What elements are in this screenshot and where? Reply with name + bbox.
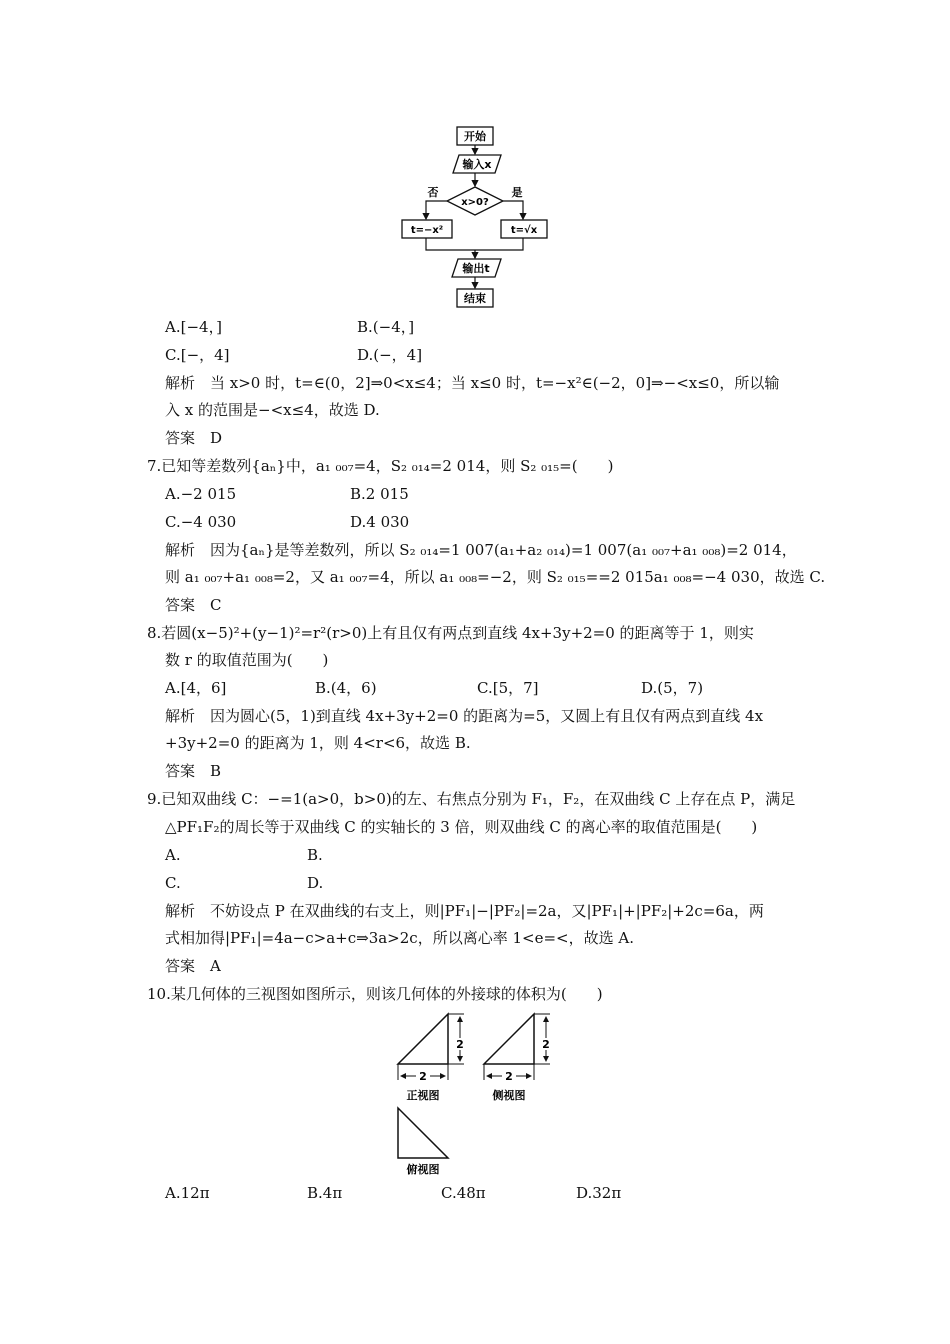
q7-analysis-line1: 解析 因为{aₙ}是等差数列，所以 S₂ ₀₁₄=1 007(a₁+a₂ ₀₁₄)=1 007(a₁ ₀₀₇+a₁ ₀₀₈)=2 014， (165, 541, 797, 559)
q8-analysis-line2: +3y+2=0 的距离为 1，则 4<r<6，故选 B. (165, 734, 471, 752)
side-width-label: 2 (505, 1070, 513, 1083)
q7-option-b: B.2 015 (350, 485, 409, 503)
input-label: 输入x (462, 158, 492, 171)
q6-analysis-line1: 解析 当 x>0 时，t=∈(0，2]⇒0<x≤4；当 x≤0 时，t=−x²∈(−2，0]⇒−<x≤0，所以输 (165, 374, 780, 392)
end-label: 结束 (464, 292, 486, 305)
right-assign-label: t=√x (510, 225, 538, 236)
q6-answer: 答案 D (165, 429, 223, 447)
front-width-label: 2 (419, 1070, 427, 1083)
q9-analysis-line1: 解析 不妨设点 P 在双曲线的右支上，则|PF₁|−|PF₂|=2a，又|PF₁|+|PF₂|+2c=6a，两 (165, 902, 764, 920)
start-label: 开始 (464, 130, 486, 143)
q6-option-b: B.(−4，] (357, 318, 415, 336)
q7-option-c: C.−4 030 (165, 513, 237, 531)
front-view-shape (398, 1014, 448, 1064)
q10-option-c: C.48π (441, 1184, 486, 1202)
q9-option-b: B. (307, 846, 323, 864)
front-view-label: 正视图 (406, 1089, 440, 1102)
side-height-label: 2 (542, 1038, 550, 1051)
q6-analysis-line2: 入 x 的范围是−<x≤4，故选 D. (165, 401, 380, 419)
q9-option-d: D. (307, 874, 324, 892)
left-assign-label: t=−x² (410, 225, 444, 236)
q10-option-a: A.12π (165, 1184, 210, 1202)
q8-analysis-line1: 解析 因为圆心(5，1)到直线 4x+3y+2=0 的距离为=5，又圆上有且仅有两点到直线 4x (165, 707, 764, 725)
q7-stem: 7.已知等差数列{aₙ}中，a₁ ₀₀₇=4，S₂ ₀₁₄=2 014，则 S₂ ₀₁₅=( ) (147, 457, 614, 475)
flowchart (395, 120, 555, 315)
yes-label: 是 (511, 186, 523, 199)
q8-stem-line2: 数 r 的取值范围为( ) (165, 651, 329, 669)
q8-option-c: C.[5，7] (477, 679, 539, 697)
top-view-shape (398, 1108, 448, 1158)
output-label: 输出t (462, 262, 490, 275)
q9-analysis-line2: 式相加得|PF₁|=4a−c>a+c⇒3a>2c，所以离心率 1<e=<，故选 A. (165, 929, 634, 947)
q6-option-a: A.[−4，] (165, 318, 222, 336)
q9-option-a: A. (165, 846, 181, 864)
q8-option-a: A.[4，6] (165, 679, 227, 697)
side-view-shape (484, 1014, 534, 1064)
three-view-diagram (392, 1008, 564, 1178)
q9-answer: 答案 A (165, 957, 221, 975)
q8-option-b: B.(4，6) (315, 679, 377, 697)
q6-option-d: D.(−，4] (357, 346, 423, 364)
q8-stem-line1: 8.若圆(x−5)²+(y−1)²=r²(r>0)上有且仅有两点到直线 4x+3y+2=0 的距离等于 1，则实 (147, 624, 754, 642)
top-view-label: 俯视图 (406, 1163, 440, 1176)
q7-option-d: D.4 030 (350, 513, 410, 531)
q8-option-d: D.(5，7) (641, 679, 704, 697)
q9-option-c: C. (165, 874, 181, 892)
front-height-label: 2 (456, 1038, 464, 1051)
q10-option-b: B.4π (307, 1184, 343, 1202)
q6-option-c: C.[−，4] (165, 346, 230, 364)
q10-stem: 10.某几何体的三视图如图所示，则该几何体的外接球的体积为( ) (147, 985, 603, 1003)
q7-option-a: A.−2 015 (165, 485, 237, 503)
q8-answer: 答案 B (165, 762, 222, 780)
side-view-label: 侧视图 (492, 1089, 526, 1102)
q10-option-d: D.32π (576, 1184, 622, 1202)
q7-answer: 答案 C (165, 596, 222, 614)
q9-stem-line2: △PF₁F₂的周长等于双曲线 C 的实轴长的 3 倍，则双曲线 C 的离心率的取值范围是( ) (165, 818, 758, 836)
decision-label: x>0? (461, 197, 489, 208)
q9-stem-line1: 9.已知双曲线 C：−=1(a>0，b>0)的左、右焦点分别为 F₁，F₂，在双曲线 C 上存在点 P，满足 (147, 790, 796, 808)
q7-analysis-line2: 则 a₁ ₀₀₇+a₁ ₀₀₈=2，又 a₁ ₀₀₇=4，所以 a₁ ₀₀₈=−2，则 S₂ ₀₁₅==2 015a₁ ₀₀₈=−4 030，故选 C. (165, 568, 826, 586)
no-label: 否 (427, 186, 439, 199)
